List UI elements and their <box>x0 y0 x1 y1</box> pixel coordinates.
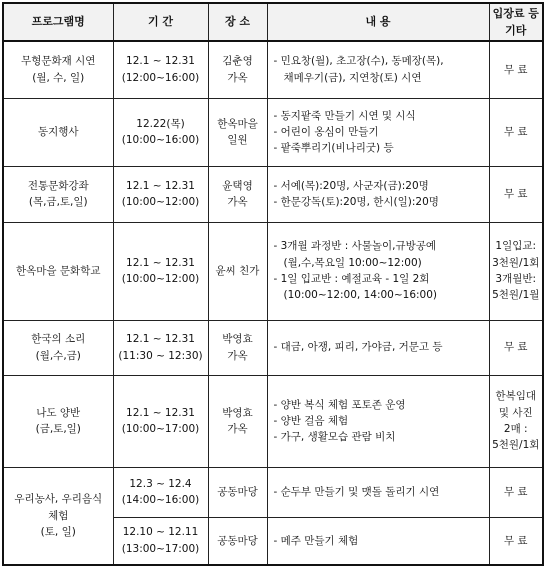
program-name: 우리농사, 우리음식 <box>14 493 103 506</box>
contents-cell <box>267 98 489 166</box>
fee-line: 및 사진 <box>498 406 533 419</box>
place-line: 윤택영 <box>222 179 253 192</box>
period-dates: 12.1 ~ 12.31 <box>126 406 195 419</box>
period-time: (10:00~12:00) <box>121 196 200 208</box>
header-fee-line2: 기타 <box>505 24 527 37</box>
period-cell <box>113 41 208 98</box>
period-cell <box>113 166 208 222</box>
period-dates: 12.3 ~ 12.4 <box>129 477 192 490</box>
place-cell <box>208 98 267 166</box>
header-program: 프로그램명 <box>3 3 113 41</box>
table-row <box>3 320 543 375</box>
program-name: 한옥마을 문화학교 <box>16 264 101 277</box>
place-line: 박영효 <box>222 406 253 419</box>
place-cell <box>208 320 267 375</box>
place-line: 윤씨 친가 <box>215 264 260 277</box>
contents-line: - 팥죽뿌리기(비나리굿) 등 <box>273 142 394 155</box>
fee-cell <box>489 320 543 375</box>
contents-cell <box>267 41 489 98</box>
contents-cell <box>267 222 489 320</box>
fee-line: 5천원/1월 <box>492 289 540 302</box>
period-time: (12:00~16:00) <box>121 71 200 84</box>
place-cell <box>208 467 267 517</box>
period-dates: 12.1 ~ 12.31 <box>126 333 195 346</box>
period-cell <box>113 375 208 467</box>
place-line: 공동마당 <box>217 534 258 547</box>
contents-line: - 양반 복식 체험 포토존 운영 <box>273 398 406 411</box>
period-dates: 12.1 ~ 12.31 <box>126 55 195 68</box>
contents-cell <box>267 375 489 467</box>
header-place: 장 소 <box>208 3 267 41</box>
contents-line: - 순두부 만들기 및 맷돌 돌리기 시연 <box>273 485 440 498</box>
period-time: (10:00~12:00) <box>121 273 200 285</box>
table-row <box>3 166 543 222</box>
period-dates: 12.1 ~ 12.31 <box>126 256 195 269</box>
header-row <box>3 3 543 41</box>
period-time: (14:00~16:00) <box>121 494 200 506</box>
fee-line: 무 료 <box>503 485 528 498</box>
period-time: (13:00~17:00) <box>121 542 200 555</box>
program-name: 나도 양반 <box>36 406 81 419</box>
program-cell <box>3 467 113 565</box>
fee-line: 무 료 <box>503 125 528 138</box>
contents-line: - 동지팥죽 만들기 시연 및 시식 <box>273 109 416 122</box>
contents-line: - 1일 입교반 : 예절교육 - 1일 2회 <box>273 273 430 285</box>
fee-line: 5천원/1회 <box>492 439 540 452</box>
contents-line: - 대금, 아쟁, 피리, 가야금, 거문고 등 <box>273 341 443 354</box>
place-cell <box>208 517 267 565</box>
place-line: 공동마당 <box>217 485 258 498</box>
period-dates: 12.22(목) <box>136 117 185 130</box>
program-cell <box>3 222 113 320</box>
fee-cell <box>489 222 543 320</box>
fee-line: 무 료 <box>503 534 528 547</box>
fee-line: 무 료 <box>503 187 528 200</box>
program-table-container <box>2 2 542 566</box>
contents-line: - 양반 걸음 체험 <box>273 414 349 427</box>
fee-cell <box>489 467 543 517</box>
program-name: 전통문화강좌 <box>27 179 89 192</box>
place-line: 김춘영 <box>222 55 253 68</box>
period-cell <box>113 98 208 166</box>
place-cell <box>208 222 267 320</box>
place-cell <box>208 375 267 467</box>
period-time: (11:30 ~ 12:30) <box>118 349 203 362</box>
program-days: (월,수,금) <box>35 349 81 362</box>
header-fee <box>489 3 543 41</box>
header-contents: 내 용 <box>267 3 489 41</box>
header-period: 기 간 <box>113 3 208 41</box>
contents-line: - 메주 만들기 체험 <box>273 534 359 547</box>
contents-line: - 3개월 과정반 : 사물놀이,규방공예 <box>273 240 437 253</box>
fee-line: 한복임대 <box>495 390 537 403</box>
fee-line: 3개월반: <box>495 273 537 285</box>
fee-cell <box>489 517 543 565</box>
period-time: (10:00~16:00) <box>121 134 200 146</box>
program-days: (금,토,일) <box>35 423 81 435</box>
place-line: 가옥 <box>227 196 248 208</box>
header-fee-line1: 입장료 등 <box>492 6 539 20</box>
place-line: 한옥마을 <box>217 117 258 130</box>
place-cell <box>208 166 267 222</box>
fee-line: 무 료 <box>503 341 528 354</box>
fee-cell <box>489 98 543 166</box>
contents-line: - 서예(목):20명, 사군자(금):20명 <box>273 179 429 192</box>
program-days: (월, 수, 일) <box>32 71 85 84</box>
period-cell <box>113 517 208 565</box>
contents-line: (월,수,목요일 10:00~12:00) <box>283 256 422 269</box>
fee-line: 무 료 <box>503 63 528 76</box>
table-row <box>3 222 543 320</box>
program-cell <box>3 375 113 467</box>
program-name: 무형문화재 시연 <box>21 55 96 68</box>
fee-cell <box>489 166 543 222</box>
table-row <box>3 98 543 166</box>
place-line: 박영효 <box>222 333 253 346</box>
fee-line: 2매 : <box>503 423 528 435</box>
program-cell <box>3 41 113 98</box>
period-dates: 12.10 ~ 12.11 <box>122 526 199 539</box>
table-row <box>3 41 543 98</box>
table-row <box>3 467 543 517</box>
contents-line: (10:00~12:00, 14:00~16:00) <box>283 289 438 302</box>
program-days: (목,금,토,일) <box>28 196 88 208</box>
program-cell <box>3 166 113 222</box>
period-cell <box>113 467 208 517</box>
place-line: 가옥 <box>227 71 248 84</box>
program-name: 체험 <box>48 509 69 522</box>
contents-cell <box>267 467 489 517</box>
fee-line: 3천원/1회 <box>492 256 540 269</box>
program-cell <box>3 98 113 166</box>
place-line: 가옥 <box>227 423 248 435</box>
fee-cell <box>489 41 543 98</box>
contents-line: - 한문강독(토):20명, 한시(일):20명 <box>273 196 439 208</box>
table-row <box>3 375 543 467</box>
fee-line: 1일입교: <box>495 240 537 253</box>
contents-cell <box>267 517 489 565</box>
period-time: (10:00~17:00) <box>121 423 200 435</box>
period-cell <box>113 320 208 375</box>
contents-line: - 어린이 옹심이 만들기 <box>273 125 379 138</box>
program-cell <box>3 320 113 375</box>
program-schedule-table <box>2 2 544 566</box>
program-name: 한국의 소리 <box>31 333 86 346</box>
program-days: (토, 일) <box>40 525 76 538</box>
contents-line: 채메우기(금), 지연창(토) 시연 <box>283 71 422 84</box>
contents-line: - 민요창(월), 초고장(수), 동메장(목), <box>273 55 444 68</box>
fee-cell <box>489 375 543 467</box>
contents-cell <box>267 166 489 222</box>
program-name: 동지행사 <box>37 125 79 138</box>
period-cell <box>113 222 208 320</box>
contents-cell <box>267 320 489 375</box>
contents-line: - 가구, 생활모습 관람 비치 <box>273 431 396 444</box>
place-line: 가옥 <box>227 349 248 362</box>
place-cell <box>208 41 267 98</box>
place-line: 일원 <box>227 134 248 146</box>
period-dates: 12.1 ~ 12.31 <box>126 179 195 192</box>
